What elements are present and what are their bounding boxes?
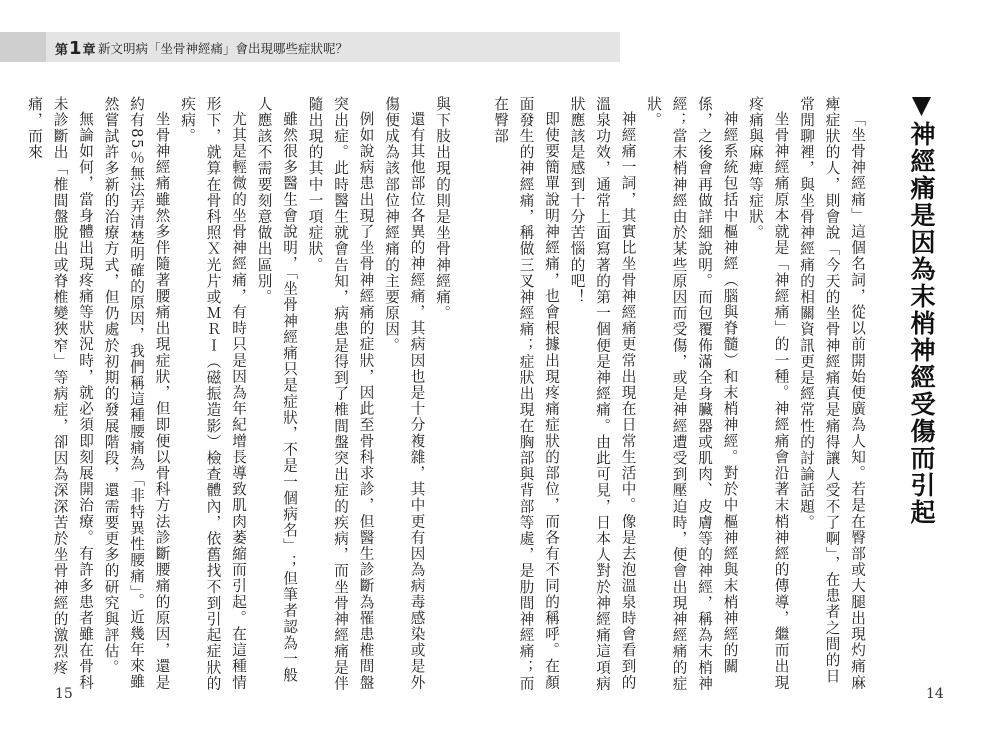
paragraph: 坐骨神經痛原本就是「神經痛」的一種。神經痛會沿著末梢神經的傳導，繼而出現疼痛與麻痺等症狀。 <box>747 96 790 691</box>
right-page-body <box>492 96 870 696</box>
paragraph: 神經系統包括中樞神經（腦與脊髓）和末梢神經。對於中樞神經與末梢神經的關係，之後會再做詳細說明。而包覆佈滿全身臟器或肌肉、皮膚等的神經，稱為末梢神經；當末梢神經由於某些原因而受傷，或是神經遭受到壓迫時，便會出現神經痛的症狀。 <box>645 96 739 692</box>
paragraph: 還有其他部位各異的神經痛，其病因也是十分複雜，其中更有因為病毒感染或是外傷便成為該部位神經痛的主要原因。 <box>383 96 426 691</box>
page-number-right: 14 <box>926 686 944 702</box>
paragraph: 與下肢出現的則是坐骨神經痛。 <box>434 96 451 322</box>
chapter-label <box>55 38 96 59</box>
chapter-header-tab <box>0 32 46 62</box>
paragraph: 坐骨神經痛雖然多伴隨著腰痛出現症狀，但即便以骨科方法診斷腰痛的原因，還是約有85％無法弄清楚明確的原因，我們稱這種腰痛為「非特異性腰痛」。近幾年來雖然嘗試許多新的治療方式，但仍處於初期的發展階段，還需要更多的研究與評估。 <box>102 96 171 691</box>
chapter-suffix: 章 <box>82 43 96 58</box>
paragraph: 神經痛一詞，其實比坐骨神經痛更常出現在日常生活中。像是去泡溫泉時會看到的溫泉功效，通常上面寫著的第一個便是神經痛。由此可見，日本人對於神經痛這項病狀應該是感到十分苦惱的吧！ <box>568 96 637 692</box>
page-number-left: 15 <box>55 686 73 702</box>
section-heading-text: 神經痛是因為末梢神經受傷而引起 <box>907 121 936 526</box>
section-heading <box>903 90 939 610</box>
triangle-down-icon: ▼ <box>907 90 936 121</box>
chapter-prefix: 第 <box>55 43 69 58</box>
paragraph: 例如說病患出現了坐骨神經痛的症狀，因此至骨科求診，但醫生診斷為罹患椎間盤突出症。此時醫生就會告知，病患是得到了椎間盤突出症的疾病，而坐骨神經痛是伴隨出現的其中一項症狀。 <box>306 96 375 692</box>
paragraph: 尤其是輕微的坐骨神經痛，有時只是因為年紀增長導致肌肉萎縮而引起。在這種情形下，就算在骨科照Ｘ光片或ＭＲＩ（磁振造影）檢查體內，依舊找不到引起症狀的疾病。 <box>179 96 247 692</box>
paragraph: 「坐骨神經痛」這個名詞，從以前開始便廣為人知。若是在臀部或大腿出現灼痛麻痺症狀的人，則會說「今天的坐骨神經痛真是痛得讓人受不了啊」，在患者之間的日常閒聊裡，與坐骨神經痛的相關資訊更是經常性的討論話題。 <box>798 96 866 691</box>
chapter-title: 新文明病「坐骨神經痛」會出現哪些症狀呢？ <box>98 41 349 56</box>
paragraph: 雖然很多醫生會說明，「坐骨神經痛只是症狀，不是一個病名」；但筆者認為一般人應該不需要刻意做出區別。 <box>255 96 298 683</box>
chapter-number: 1 <box>69 38 82 59</box>
paragraph: 即使要簡單說明神經痛，也會根據出現疼痛症狀的部位，而各有不同的稱呼。在顏面發生的神經痛，稱做三叉神經痛；症狀出現在胸部與背部等處，是肋間神經痛；而在臀部 <box>492 96 560 692</box>
left-page-body <box>26 96 455 696</box>
paragraph: 無論如何，當身體出現疼痛等狀況時，就必須即刻展開治療。有許多患者雖在骨科未診斷出「椎間盤脫出或脊椎變狹窄」等病症，卻因為深深苦於坐骨神經的激烈疼痛，而來 <box>26 96 94 691</box>
